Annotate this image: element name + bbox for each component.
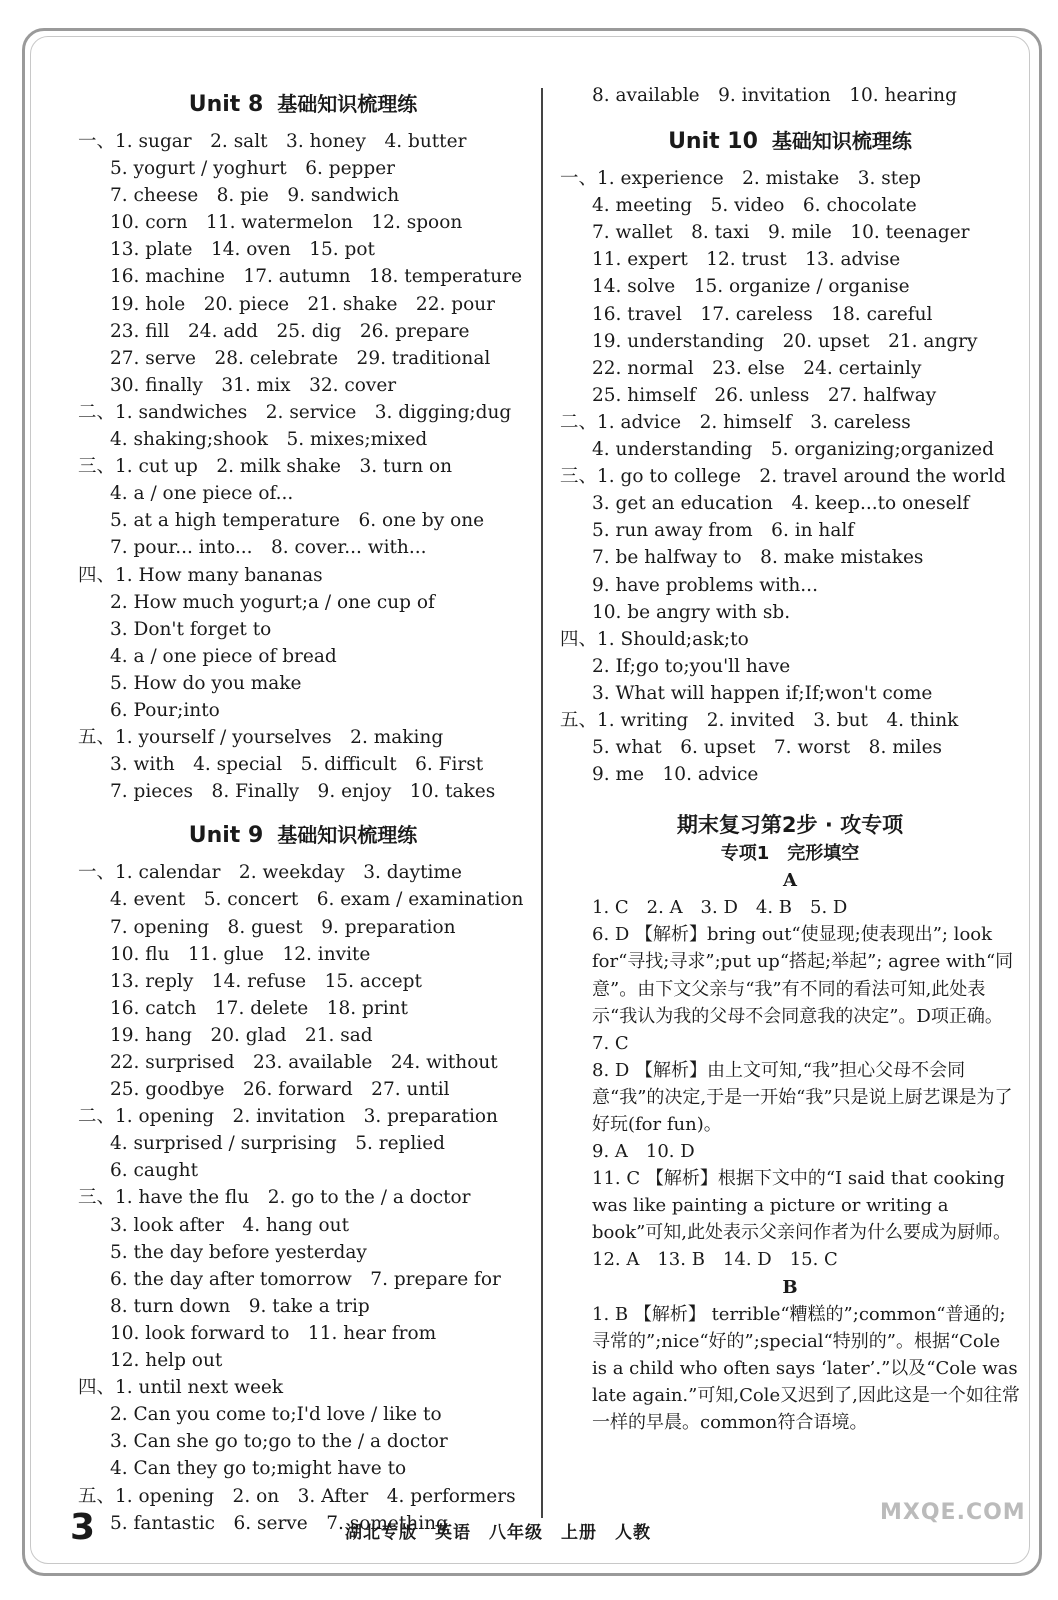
answer-line: 6. D 【解析】bring out“使显现;使表现出”; look for“寻找;寻求”;put up“搭起;举起”; agree with“同意”。由下文父亲与“我”有不同的看法可知,此处表示“我认为我的父母不会同意我的决定”。D项正确。 <box>592 924 1014 1027</box>
unit9-continued: 8. available 9. invitation 10. hearing <box>592 85 957 106</box>
page-number: 3 <box>70 1507 96 1548</box>
part-b-answers <box>560 1301 1020 1436</box>
answer-line: 9. me 10. advice <box>592 764 759 786</box>
answer-line: 三、1. go to college 2. travel around the world <box>560 466 1006 488</box>
answer-line: 6. the day after tomorrow 7. prepare for <box>110 1268 501 1290</box>
answer-line: 3. look after 4. hang out <box>110 1214 350 1236</box>
answer-line: 10. look forward to 11. hear from <box>110 1322 437 1344</box>
unit8-title: Unit 8 <box>188 92 264 117</box>
answer-line: 25. goodbye 26. forward 27. until <box>110 1079 450 1101</box>
answer-line: 一、1. sugar 2. salt 3. honey 4. butter <box>78 131 467 152</box>
unit10-subtitle: 基础知识梳理练 <box>771 129 912 154</box>
answer-line: 22. normal 23. else 24. certainly <box>592 357 922 379</box>
answer-line: 6. Pour;into <box>110 699 220 721</box>
answer-line: 8. turn down 9. take a trip <box>110 1295 370 1317</box>
answer-line: 11. C 【解析】根据下文中的“I said that cooking was like painting a picture or writing a book”可知,此处表示父亲问作者为什么要成为厨师。 <box>592 1168 1012 1244</box>
answer-line: 23. fill 24. add 25. dig 26. prepare <box>110 320 470 342</box>
answer-line: 1. B 【解析】 terrible“糟糕的”;common“普通的;寻常的”;nice“好的”;special“特别的”。根据“Cole is a child who often says ‘later’.”以及“Cole was late again.”可知,Cole又迟到了,因此这是一个如往常一样的早晨。common符合语境。 <box>592 1303 1020 1433</box>
answer-line: 3. get an education 4. keep...to oneself <box>592 493 970 515</box>
answer-line: 16. catch 17. delete 18. print <box>110 997 408 1019</box>
unit10-answers <box>560 165 1020 788</box>
answer-line: 5. How do you make <box>110 672 302 694</box>
answer-line: 一、1. calendar 2. weekday 3. daytime <box>78 862 462 884</box>
answer-line: 10. be angry with sb. <box>592 601 791 623</box>
answer-line: 3. What will happen if;If;won't come <box>592 682 933 704</box>
unit10-title: Unit 10 <box>668 129 758 155</box>
answer-line: 2. If;go to;you'll have <box>592 655 791 677</box>
answer-line: 四、1. How many bananas <box>78 564 323 586</box>
answer-line: 4. understanding 5. organizing;organized <box>592 439 994 461</box>
answer-line: 6. caught <box>110 1160 199 1182</box>
answer-line: 9. have problems with... <box>592 574 818 596</box>
answer-line: 19. hang 20. glad 21. sad <box>110 1024 373 1046</box>
footer-text: 湖北专版 英语 八年级 上册 人教 <box>345 1523 651 1543</box>
answer-line: 3. with 4. special 5. difficult 6. First <box>110 754 484 776</box>
answer-line: 5. run away from 6. in half <box>592 520 855 542</box>
answer-line: 19. hole 20. piece 21. shake 22. pour <box>110 293 495 315</box>
answer-line: 10. flu 11. glue 12. invite <box>110 943 371 965</box>
answer-line: 五、1. yourself / yourselves 2. making <box>78 727 444 749</box>
answer-line: 22. surprised 23. available 24. without <box>110 1052 498 1073</box>
right-column <box>560 80 1020 1436</box>
answer-line: 二、1. sandwiches 2. service 3. digging;dug <box>78 401 512 423</box>
answer-line: 五、1. writing 2. invited 3. but 4. think <box>560 709 959 731</box>
column-divider <box>541 88 543 1518</box>
answer-line: 16. travel 17. careless 18. careful <box>592 303 933 325</box>
answer-line: 14. solve 15. organize / organise <box>592 276 910 298</box>
answer-line: 11. expert 12. trust 13. advise <box>592 249 901 271</box>
unit9-answers <box>78 859 528 1536</box>
answer-line: 3. Can she go to;go to the / a doctor <box>110 1431 448 1453</box>
answer-line: 三、1. cut up 2. milk shake 3. turn on <box>78 456 453 478</box>
answer-line: 27. serve 28. celebrate 29. traditional <box>110 347 491 369</box>
answer-line: 7. pour... into... 8. cover... with... <box>110 537 427 559</box>
answer-line: 1. C 2. A 3. D 4. B 5. D <box>592 897 848 919</box>
answer-line: 2. How much yogurt;a / one cup of <box>110 591 435 613</box>
answer-line: 五、1. opening 2. on 3. After 4. performers <box>78 1485 516 1507</box>
answer-line: 7. cheese 8. pie 9. sandwich <box>110 185 400 207</box>
answer-line: 13. reply 14. refuse 15. accept <box>110 970 422 992</box>
answer-line: 5. at a high temperature 6. one by one <box>110 510 485 532</box>
part-b-label: B <box>782 1276 798 1298</box>
answer-line: 5. the day before yesterday <box>110 1241 367 1263</box>
answer-line: 7. opening 8. guest 9. preparation <box>110 916 456 938</box>
answer-line: 一、1. experience 2. mistake 3. step <box>560 168 921 190</box>
unit10-heading <box>560 117 1020 165</box>
answer-line: 12. A 13. B 14. D 15. C <box>592 1249 838 1271</box>
review-subtitle: 专项1 完形填空 <box>720 843 860 865</box>
answer-line: 3. Don't forget to <box>110 618 272 640</box>
unit9-heading <box>78 811 528 859</box>
answer-line: 四、1. until next week <box>78 1377 284 1399</box>
answer-line: 7. C <box>592 1032 629 1054</box>
answer-line: 10. corn 11. watermelon 12. spoon <box>110 212 463 234</box>
answer-line: 12. help out <box>110 1350 223 1372</box>
unit8-heading <box>78 80 528 128</box>
answer-line: 7. be halfway to 8. make mistakes <box>592 547 924 569</box>
answer-line: 7. wallet 8. taxi 9. mile 10. teenager <box>592 222 970 244</box>
answer-line: 9. A 10. D <box>592 1141 695 1163</box>
left-column <box>78 80 528 1537</box>
answer-line: 25. himself 26. unless 27. halfway <box>592 384 937 406</box>
answer-line: 19. understanding 20. upset 21. angry <box>592 330 978 352</box>
answer-line: 8. D 【解析】由上文可知,“我”担心父母不会同意“我”的决定,于是一开始“我”只是说上厨艺课是为了好玩(for fun)。 <box>592 1059 1013 1135</box>
answer-line: 4. Can they go to;might have to <box>110 1458 407 1480</box>
answer-line: 四、1. Should;ask;to <box>560 628 749 650</box>
answer-line: 4. a / one piece of... <box>110 483 294 505</box>
answer-line: 4. shaking;shook 5. mixes;mixed <box>110 429 428 451</box>
answer-line: 7. pieces 8. Finally 9. enjoy 10. takes <box>110 781 496 803</box>
answer-line: 三、1. have the flu 2. go to the / a doctor <box>78 1187 471 1209</box>
part-a-label: A <box>783 870 797 892</box>
answer-line: 4. meeting 5. video 6. chocolate <box>592 195 917 217</box>
answer-line: 二、1. opening 2. invitation 3. preparation <box>78 1106 498 1128</box>
answer-line: 30. finally 31. mix 32. cover <box>110 374 397 396</box>
answer-line: 5. fantastic 6. serve 7. something <box>110 1512 448 1534</box>
answer-line: 16. machine 17. autumn 18. temperature <box>110 266 523 288</box>
unit8-subtitle: 基础知识梳理练 <box>277 92 418 116</box>
unit9-subtitle: 基础知识梳理练 <box>277 823 418 848</box>
part-a-answers <box>560 894 1020 1273</box>
answer-line: 4. event 5. concert 6. exam / examination <box>110 889 524 911</box>
review-title: 期末复习第2步 · 攻专项 <box>676 813 904 838</box>
unit8-answers <box>78 128 528 805</box>
answer-line: 二、1. advice 2. himself 3. careless <box>560 411 911 433</box>
answer-line: 5. yogurt / yoghurt 6. pepper <box>110 158 395 180</box>
answer-line: 4. surprised / surprising 5. replied <box>110 1133 445 1155</box>
answer-line: 2. Can you come to;I'd love / like to <box>110 1404 442 1426</box>
answer-line: 4. a / one piece of bread <box>110 645 337 667</box>
unit9-title: Unit 9 <box>188 823 264 849</box>
answer-line: 5. what 6. upset 7. worst 8. miles <box>592 737 943 759</box>
watermark: MXQE.COM <box>880 1500 1026 1525</box>
answer-line: 13. plate 14. oven 15. pot <box>110 239 375 261</box>
